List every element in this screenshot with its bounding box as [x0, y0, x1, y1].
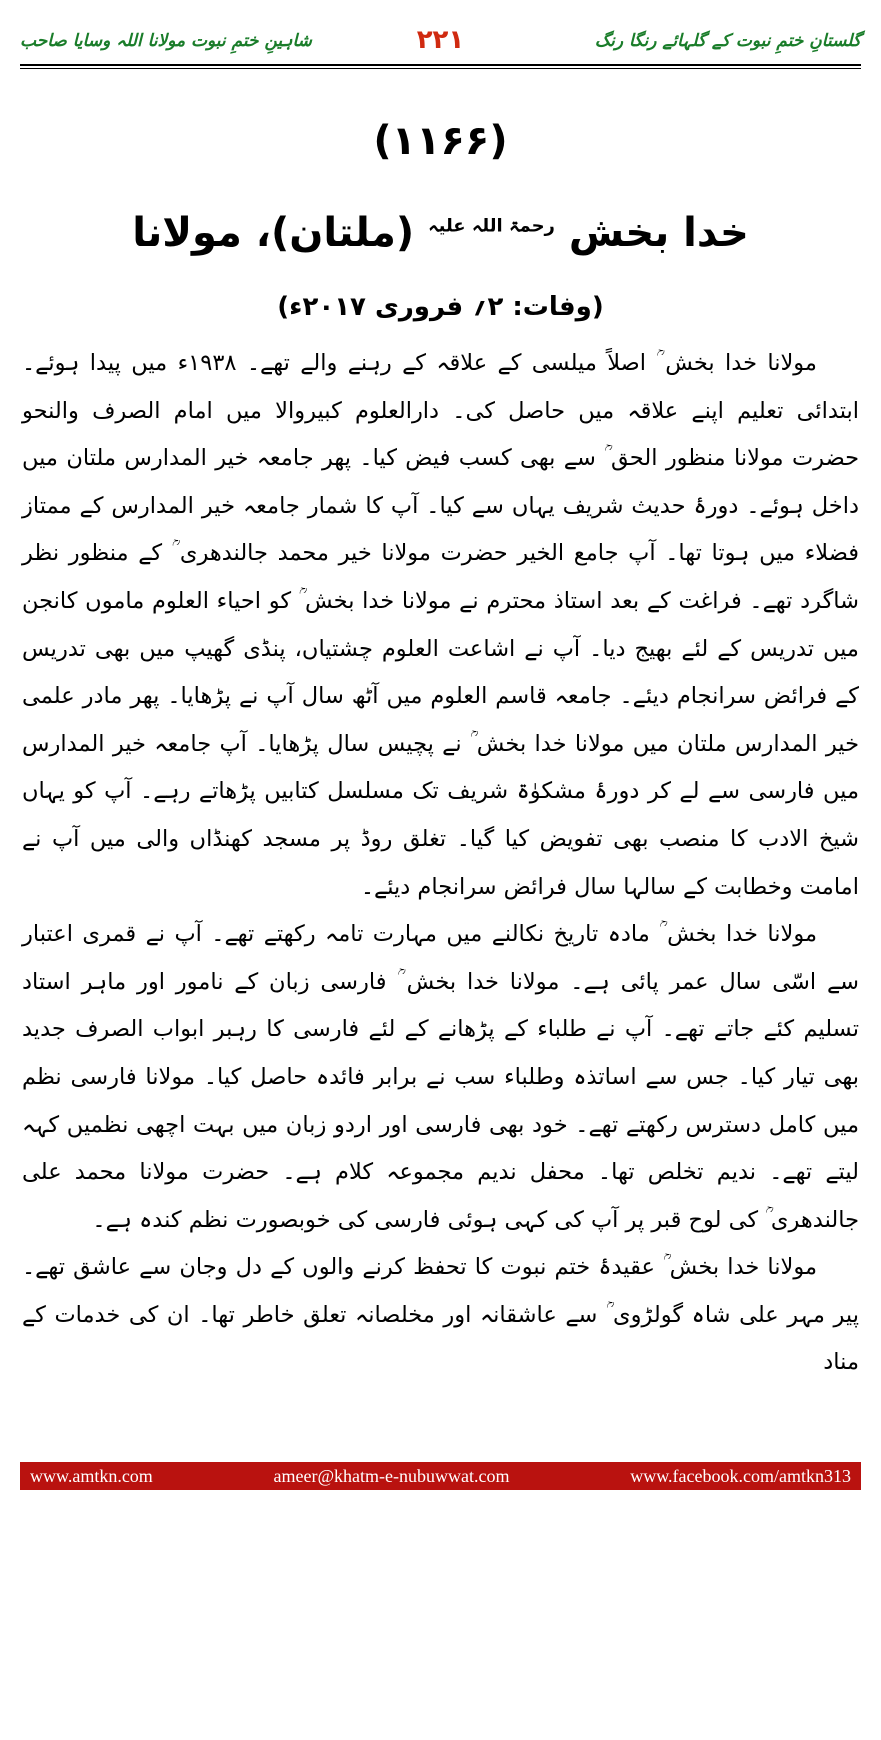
entry-title-rest: (ملتان)، مولانا	[132, 210, 415, 256]
header-author-title: شاہینِ ختمِ نبوت مولانا اللہ وسایا صاحب	[20, 30, 312, 51]
entry-number: (۱۱۶۶)	[373, 118, 508, 164]
page-footer	[20, 1462, 861, 1490]
entry-title-name: خدا بخش	[568, 210, 749, 256]
footer-facebook-link[interactable]: www.facebook.com/amtkn313	[630, 1465, 851, 1486]
body-paragraph-1: مولانا خدا بخش ؒ اصلاً میلسی کے علاقہ کے رہنے والے تھے۔ ۱۹۳۸ء میں پیدا ہوئے۔ ابتدائی تعلیم اپنے علاقہ میں حاصل کی۔ دارالعلوم کبیروالا میں امام الصرف والنحو حضرت مولانا منظور الحق ؒ سے بھی کسب فیض کیا۔ پھر جامعہ خیر المدارس ملتان میں داخل ہوئے۔ دورۂ حدیث شریف یہاں سے کیا۔ آپ کا شمار جامعہ خیر المدارس کے ممتاز فضلاء میں ہوتا تھا۔ آپ جامع الخیر حضرت مولانا خیر محمد جالندھری ؒ کے منظور نظر شاگرد تھے۔ فراغت کے بعد استاذ محترم نے مولانا خدا بخش ؒ کو احیاء العلوم ماموں کانجن میں تدریس کے لئے بھیج دیا۔ آپ نے اشاعت العلوم چشتیاں، پنڈی گھیپ میں بھی تدریس کے فرائض سرانجام دیئے۔ جامعہ قاسم العلوم میں آٹھ سال آپ نے پڑھایا۔ پھر مادر علمی خیر المدارس ملتان میں مولانا خدا بخش ؒ نے پچیس سال پڑھایا۔ آپ جامعہ خیر المدارس میں فارسی سے لے کر دورۂ مشکوٰۃ شریف تک مسلسل کتابیں پڑھاتے رہے۔ آپ کو یہاں شیخ الادب کا منصب بھی تفویض کیا گیا۔ تغلق روڈ پر مسجد کھنڈاں والی میں آپ نے امامت وخطابت کے سالہا سال فرائض سرانجام دیئے۔	[22, 350, 859, 900]
page-number: ۲۲۱	[416, 25, 465, 55]
page-header	[20, 18, 861, 62]
footer-website-link[interactable]: www.amtkn.com	[30, 1465, 153, 1486]
footer-email-link[interactable]: ameer@khatm-e-nubuwwat.com	[273, 1465, 510, 1486]
header-divider	[20, 64, 861, 69]
body-paragraph-2: مولانا خدا بخش ؒ مادہ تاریخ نکالنے میں مہارت تامہ رکھتے تھے۔ آپ نے قمری اعتبار سے اسّی سال عمر پائی ہے۔ مولانا خدا بخش ؒ فارسی زبان کے نامور اور ماہر استاد تسلیم کئے جاتے تھے۔ آپ نے طلباء کے پڑھانے کے لئے فارسی کا رہبر ابواب الصرف جدید بھی تیار کیا۔ جس سے اساتذہ وطلباء سب نے برابر فائدہ حاصل کیا۔ مولانا فارسی نظم میں کامل دسترس رکھتے تھے۔ خود بھی فارسی اور اردو زبان میں بہت اچھی نظمیں کہہ لیتے تھے۔ ندیم تخلص تھا۔ محفل ندیم مجموعہ کلام ہے۔ حضرت مولانا محمد علی جالندھری ؒ کی لوح قبر پر آپ کی کہی ہوئی فارسی کی خوبصورت نظم کندہ ہے۔	[22, 921, 859, 1233]
entry-title-honorific: رحمۃ اللہ علیہ	[428, 215, 555, 237]
entry-title	[0, 210, 881, 256]
header-book-title: گلستانِ ختمِ نبوت کے گلہائے رنگا رنگ	[594, 30, 861, 51]
death-date: (وفات: ۲؍ فروری ۲۰۱۷ء)	[277, 292, 604, 322]
biography-body	[22, 340, 859, 1740]
body-paragraph-3: مولانا خدا بخش ؒ عقیدۂ ختم نبوت کا تحفظ کرنے والوں کے دل وجان سے عاشق تھے۔ پیر مہر علی شاہ گولڑوی ؒ سے عاشقانہ اور مخلصانہ تعلق خاطر تھا۔ ان کی خدمات کے مناد	[22, 1254, 859, 1376]
